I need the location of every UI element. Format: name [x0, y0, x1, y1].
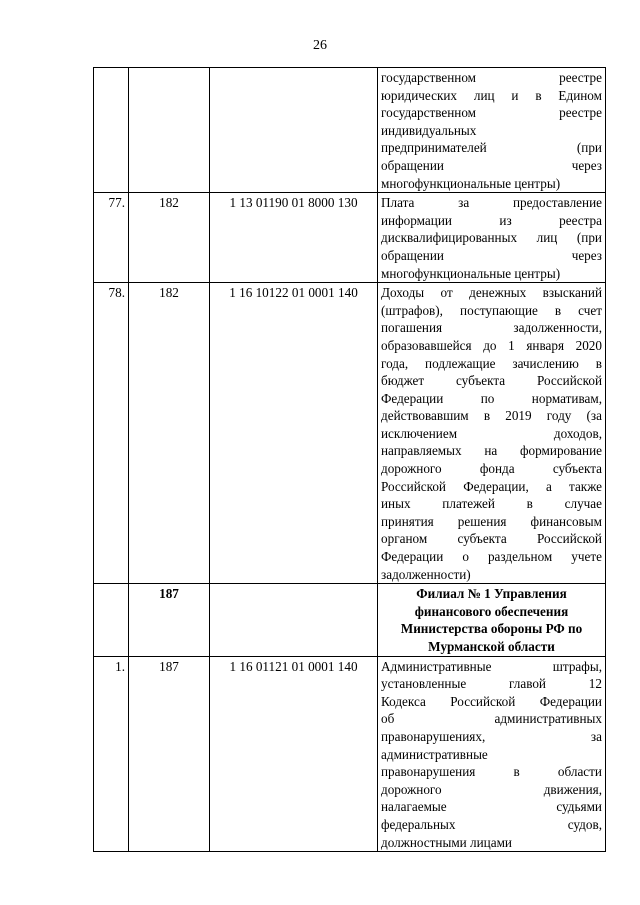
description-line: Плата за предоставление: [381, 195, 602, 211]
description-line: федеральных судов,: [381, 816, 602, 832]
description-line: налагаемые судьями: [381, 799, 602, 815]
description-line: дорожного фонда субъекта: [381, 461, 602, 477]
row-number-cell: 1.: [94, 656, 129, 852]
description-line: должностными лицами: [381, 834, 512, 850]
description-line: задолженности): [381, 566, 471, 582]
description-line: Федерации по нормативам,: [381, 390, 602, 406]
description-line: погашения задолженности,: [381, 320, 602, 336]
description-line: предпринимателей (при: [381, 140, 602, 156]
description-cell: [378, 584, 606, 656]
description-line: направляемых на формирование: [381, 443, 602, 459]
description-line: Доходы от денежных взысканий: [381, 285, 602, 301]
description-line: финансового обеспечения: [414, 603, 569, 619]
admin-code-cell: 182: [129, 193, 210, 283]
budget-codes-table: [93, 67, 606, 852]
kbk-code-cell: 1 16 10122 01 0001 140: [210, 283, 378, 584]
description-line: бюджет субъекта Российской: [381, 373, 602, 389]
description-line: образовавшейся до 1 января 2020: [381, 337, 602, 353]
description-line: Мурманской области: [428, 639, 555, 654]
row-number-cell: 77.: [94, 193, 129, 283]
kbk-code-cell: [210, 584, 378, 656]
kbk-code-cell: 1 16 01121 01 0001 140: [210, 656, 378, 852]
description-line: об административных: [381, 711, 602, 727]
description-line: Административные штрафы,: [381, 658, 602, 674]
description-line: (штрафов), поступающие в счет: [381, 302, 602, 318]
table-row: [94, 68, 606, 193]
description-line: Кодекса Российской Федерации: [381, 693, 602, 709]
row-number-cell: [94, 68, 129, 193]
description-cell: [378, 68, 606, 193]
page-number: 26: [313, 38, 327, 53]
description-line: правонарушениях, за: [381, 728, 602, 744]
description-line: информации из реестра: [381, 212, 602, 228]
description-line: Российской Федерации, а также: [381, 478, 602, 494]
kbk-code-cell: 1 13 01190 01 8000 130: [210, 193, 378, 283]
admin-code-cell: 187: [129, 656, 210, 852]
table-row: [94, 656, 606, 852]
description-line: государственном реестре: [381, 105, 602, 121]
kbk-code-cell: [210, 68, 378, 193]
row-number-cell: [94, 584, 129, 656]
row-number-cell: 78.: [94, 283, 129, 584]
description-line: многофункциональные центры): [381, 175, 561, 191]
description-line: Федерации о раздельном учете: [381, 549, 602, 565]
description-line: года, подлежащие зачислению в: [381, 355, 602, 371]
description-line: действовавшим в 2019 году (за: [381, 408, 602, 424]
table-row: [94, 193, 606, 283]
description-line: установленные главой 12: [381, 676, 602, 692]
description-cell: [378, 656, 606, 852]
description-line: правонарушения в области: [381, 764, 602, 780]
description-line: исключением доходов,: [381, 425, 602, 441]
description-line: принятия решения финансовым: [381, 513, 602, 529]
table-row: [94, 283, 606, 584]
admin-code-cell: 187: [129, 584, 210, 656]
admin-code-cell: [129, 68, 210, 193]
table-row: [94, 584, 606, 656]
description-cell: [378, 193, 606, 283]
description-line: административные: [381, 746, 488, 762]
description-line: многофункциональные центры): [381, 265, 561, 281]
description-line: юридических лиц и в Едином: [381, 87, 602, 103]
description-line: обращении через: [381, 247, 602, 263]
description-line: Министерства обороны РФ по: [400, 621, 583, 637]
description-line: государственном реестре: [381, 70, 602, 85]
description-cell: [378, 283, 606, 584]
description-line: индивидуальных: [381, 122, 477, 138]
description-line: Филиал № 1 Управления: [416, 586, 567, 602]
table-body: [94, 68, 606, 852]
description-line: дорожного движения,: [381, 781, 602, 797]
description-line: органом субъекта Российской: [381, 531, 602, 547]
description-line: обращении через: [381, 157, 602, 173]
description-line: иных платежей в случае: [381, 496, 602, 512]
description-line: дисквалифицированных лиц (при: [381, 230, 602, 246]
admin-code-cell: 182: [129, 283, 210, 584]
